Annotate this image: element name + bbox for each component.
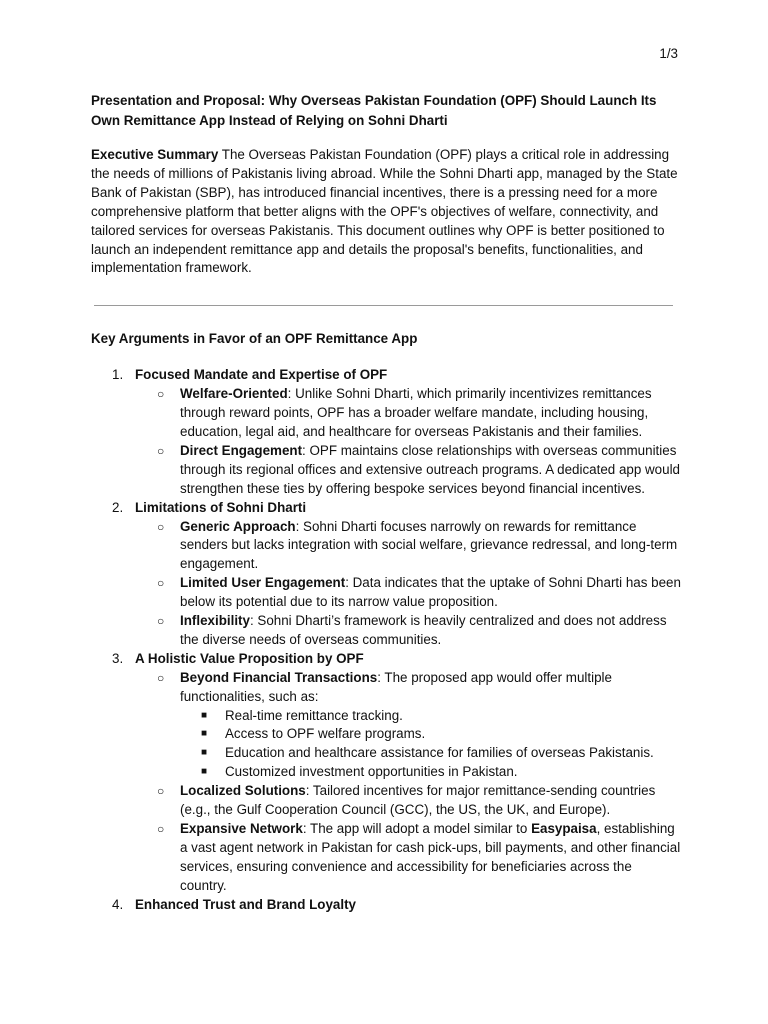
list-number: 4. — [112, 896, 124, 912]
point-text: : Tailored incentives for major remittance-sending countries (e.g., the Gulf Cooperation Council (GCC), the US, the UK, and Europe). — [180, 783, 656, 818]
sub-list-item — [180, 744, 681, 763]
argument-title: Limitations of Sohni Dharti — [135, 499, 307, 515]
list-item — [135, 612, 681, 650]
point-label: Generic Approach — [180, 518, 296, 534]
sub-point-text: Access to OPF welfare programs. — [225, 726, 426, 742]
sub-list-item — [180, 707, 681, 726]
list-item — [135, 442, 681, 499]
argument-item — [91, 499, 681, 650]
square-bullet-icon: ■ — [201, 728, 208, 740]
argument-points — [135, 385, 681, 498]
functionality-list — [180, 707, 681, 783]
list-number: 3. — [112, 650, 124, 666]
list-item — [135, 782, 681, 820]
list-item — [135, 669, 681, 782]
executive-summary — [91, 146, 681, 278]
point-text: : Data indicates that the uptake of Sohni Dharti has been below its potential due to its narrow value proposition. — [180, 575, 681, 610]
document-body — [91, 91, 681, 915]
point-label: Localized Solutions — [180, 783, 306, 799]
point-label: Inflexibility — [180, 613, 250, 629]
list-item — [135, 518, 681, 575]
hollow-circle-bullet-icon: ○ — [157, 387, 165, 402]
argument-points — [135, 669, 681, 896]
hollow-circle-bullet-icon: ○ — [157, 822, 165, 836]
sub-list-item — [180, 725, 681, 744]
document-title: Presentation and Proposal: Why Overseas Pakistan Foundation (OPF) Should Launch Its Own Remittance App Instead of Relying on Sohni Dharti — [91, 93, 657, 128]
sub-point-text: Customized investment opportunities in Pakistan. — [225, 764, 518, 780]
list-number: 1. — [112, 367, 124, 383]
point-label: Beyond Financial Transactions — [180, 669, 378, 685]
arguments-list — [91, 366, 681, 914]
executive-summary-label: Executive Summary — [91, 147, 219, 162]
executive-summary-text: The Overseas Pakistan Foundation (OPF) plays a critical role in addressing the needs of millions of Pakistanis living abroad. While the Sohni Dharti app, managed by the State Bank of Pakistan (SBP), has introduced financial incentives, there is a pressing need for a more comprehensive platform that better aligns with the OPF's objectives of welfare, connectivity, and tailored services for overseas Pakistanis. This document outlines why OPF is better positioned to launch an independent remittance app and details the proposal's benefits, functionalities, and implementation framework. — [91, 147, 678, 276]
argument-item — [91, 366, 681, 498]
argument-title: A Holistic Value Proposition by OPF — [135, 650, 364, 666]
argument-item — [91, 650, 681, 896]
emphasis-text: Easypaisa — [531, 821, 597, 836]
sub-point-text: Education and healthcare assistance for families of overseas Pakistanis. — [225, 745, 654, 761]
square-bullet-icon: ■ — [201, 747, 208, 759]
sub-list-item — [180, 763, 681, 782]
point-text: : The app will adopt a model similar to — [302, 821, 532, 836]
square-bullet-icon: ■ — [201, 709, 208, 721]
point-label: Expansive Network — [180, 821, 303, 836]
list-item — [135, 385, 681, 442]
point-text: : Unlike Sohni Dharti, which primarily incentivizes remittances through reward points, OPF has a broader welfare mandate, including housing, education, legal aid, and healthcare for overseas Pakistanis and their families. — [180, 386, 652, 439]
page-number: 1/3 — [659, 46, 678, 61]
sub-point-text: Real-time remittance tracking. — [225, 707, 403, 723]
point-label: Welfare-Oriented — [180, 386, 288, 402]
section-heading: Key Arguments in Favor of an OPF Remittance App — [91, 331, 418, 347]
list-number: 2. — [112, 499, 124, 515]
square-bullet-icon: ■ — [201, 766, 208, 778]
point-text: : The proposed app would offer multiple functionalities, such as: — [180, 669, 612, 704]
hollow-circle-bullet-icon: ○ — [157, 519, 165, 534]
point-text: , establishing a vast agent network in Pakistan for cash pick-ups, bill payments, and other financial services, ensuring convenience and accessibility for beneficiaries across the country. — [180, 821, 681, 893]
horizontal-divider — [94, 305, 673, 306]
list-item — [135, 820, 681, 896]
argument-title: Enhanced Trust and Brand Loyalty — [135, 896, 356, 912]
hollow-circle-bullet-icon: ○ — [157, 784, 165, 799]
hollow-circle-bullet-icon: ○ — [157, 443, 165, 458]
argument-item — [91, 896, 681, 915]
argument-title: Focused Mandate and Expertise of OPF — [135, 367, 388, 383]
point-text: : Sohni Dharti’s framework is heavily centralized and does not address the diverse needs of overseas communities. — [180, 613, 667, 647]
point-text: : OPF maintains close relationships with overseas communities through its regional offices and extensive outreach programs. A dedicated app would strengthen these ties by offering bespoke services beyond financial incentives. — [180, 442, 680, 496]
hollow-circle-bullet-icon: ○ — [157, 576, 165, 591]
point-label: Limited User Engagement — [180, 575, 346, 591]
argument-points — [135, 518, 681, 650]
list-item — [135, 574, 681, 612]
hollow-circle-bullet-icon: ○ — [157, 614, 165, 629]
point-text: : Sohni Dharti focuses narrowly on rewards for remittance senders but lacks integration with social welfare, grievance redressal, and long-term engagement. — [180, 518, 678, 572]
hollow-circle-bullet-icon: ○ — [157, 670, 165, 685]
point-label: Direct Engagement — [180, 442, 303, 458]
